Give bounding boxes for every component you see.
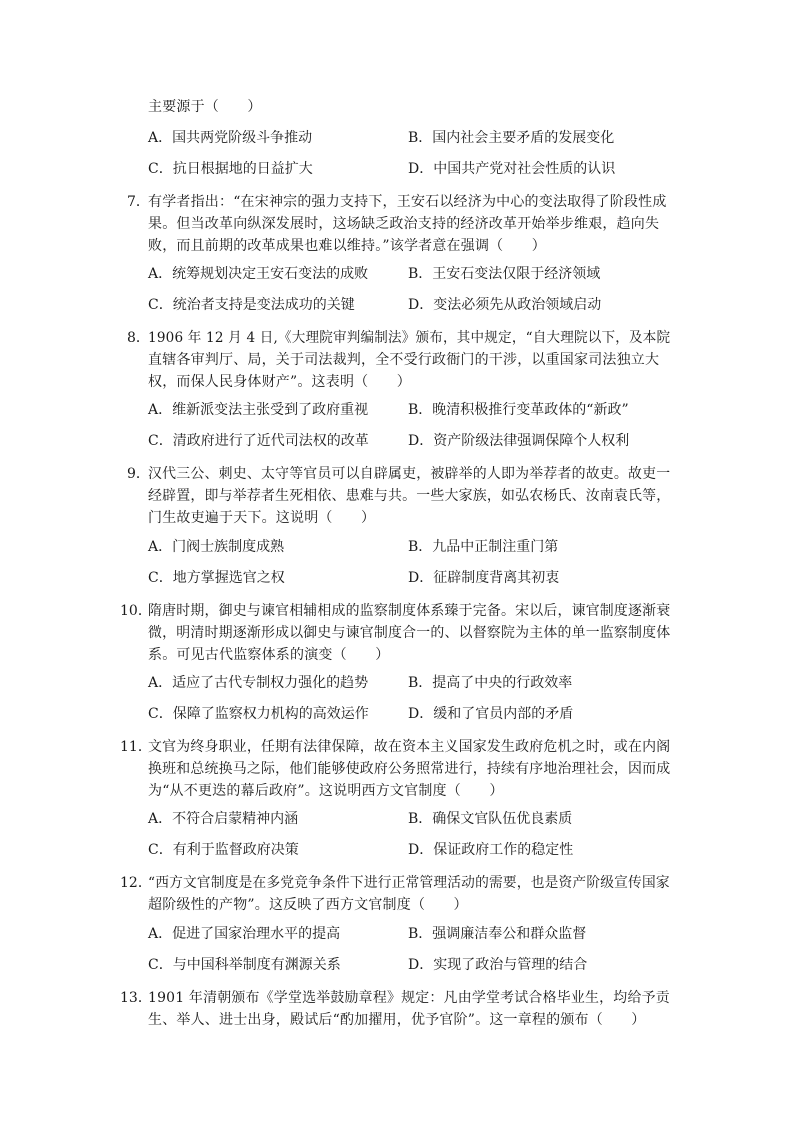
option-text: 统治者支持是变法成功的关键 bbox=[172, 297, 355, 313]
question-stem-line: 微，明清时期逐渐形成以御史与谏官制度合一的、以督察院为主体的单一监察制度体 bbox=[148, 625, 671, 641]
question-stem-line: 败，而且前期的改革成果也难以维持。”该学者意在强调（ ） bbox=[148, 238, 546, 254]
option-text: 国内社会主要矛盾的发展变化 bbox=[432, 130, 615, 146]
question-stem-line: 隋唐时期，御史与谏官相辅相成的监察制度体系臻于完备。宋以后，谏官制度逐渐衰 bbox=[148, 603, 671, 619]
option-d bbox=[408, 568, 559, 588]
option-label: D． bbox=[408, 570, 434, 586]
option-text: 维新派变法主张受到了政府重视 bbox=[172, 402, 369, 418]
option-label: B． bbox=[408, 266, 433, 282]
option-b bbox=[408, 537, 558, 557]
option-text: 保证政府工作的稳定性 bbox=[433, 842, 574, 858]
option-text: 促进了国家治理水平的提高 bbox=[172, 926, 341, 942]
option-text: 统筹规划决定王安石变法的成败 bbox=[172, 266, 369, 282]
question-stem-line: 有学者指出：“在宋神宗的强力支持下，王安石以经济为中心的变法取得了阶段性成 bbox=[148, 194, 667, 210]
question-stem-line: “西方文官制度是在多党竞争条件下进行正常管理活动的需要，也是资产阶级宣传国家 bbox=[148, 875, 670, 891]
option-label: C． bbox=[148, 570, 173, 586]
option-label: D． bbox=[408, 842, 434, 858]
option-text: 缓和了官员内部的矛盾 bbox=[433, 706, 574, 722]
option-b bbox=[408, 673, 572, 693]
option-c bbox=[148, 431, 369, 451]
option-text: 九品中正制注重门第 bbox=[432, 539, 559, 555]
option-text: 中国共产党对社会性质的认识 bbox=[433, 161, 616, 177]
question-number: 7． bbox=[127, 194, 150, 210]
option-a bbox=[148, 924, 340, 944]
option-text: 强调廉洁奉公和群众监督 bbox=[432, 926, 587, 942]
question-number: 9． bbox=[127, 466, 150, 482]
option-text: 晚清积极推行变革政体的“新政” bbox=[432, 402, 629, 418]
option-label: C． bbox=[148, 957, 173, 973]
question-stem-line: 主要源于（ ） bbox=[148, 99, 262, 115]
option-label: C． bbox=[148, 433, 173, 449]
question-number: 8． bbox=[127, 330, 150, 346]
question-number: 13． bbox=[120, 990, 152, 1006]
question-stem-line: 1906 年 12 月 4 日,《大理院审判编制法》颁布，其中规定，“自大理院以下，及本院 bbox=[148, 330, 671, 346]
option-label: D． bbox=[408, 433, 434, 449]
option-label: A． bbox=[148, 402, 173, 418]
option-text: 确保文官队伍优良素质 bbox=[432, 811, 573, 827]
option-d bbox=[408, 955, 587, 975]
question-stem-line: 换班和总统换马之际，他们能够使政府公务照常进行，持续有序地治理社会，因而成 bbox=[148, 761, 671, 777]
option-a bbox=[148, 128, 312, 148]
question-number: 11． bbox=[120, 739, 152, 755]
option-b bbox=[408, 809, 572, 829]
option-c bbox=[148, 568, 285, 588]
option-label: D． bbox=[408, 957, 434, 973]
option-label: B． bbox=[408, 539, 433, 555]
option-label: C． bbox=[148, 161, 173, 177]
option-c bbox=[148, 704, 369, 724]
option-label: A． bbox=[148, 675, 173, 691]
option-text: 实现了政治与管理的结合 bbox=[433, 957, 588, 973]
option-text: 适应了古代专制权力强化的趋势 bbox=[172, 675, 369, 691]
option-text: 抗日根据地的日益扩大 bbox=[172, 161, 313, 177]
question-stem-line: 生、举人、进士出身，殿试后“酌加擢用，优予官阶”。这一章程的颁布（ ） bbox=[148, 1012, 646, 1028]
option-a bbox=[148, 264, 368, 284]
option-a bbox=[148, 537, 284, 557]
option-label: B． bbox=[408, 811, 433, 827]
option-b bbox=[408, 264, 600, 284]
option-a bbox=[148, 673, 368, 693]
option-d bbox=[408, 431, 629, 451]
question-stem-line: 门生故吏遍于天下。这说明（ ） bbox=[148, 510, 376, 526]
option-d bbox=[408, 295, 601, 315]
option-label: A． bbox=[148, 266, 173, 282]
option-label: B． bbox=[408, 130, 433, 146]
option-c bbox=[148, 955, 341, 975]
option-label: B． bbox=[408, 926, 433, 942]
question-stem-line: 经辟置，即与举荐者生死相依、患难与共。一些大家族，如弘农杨氏、汝南袁氏等， bbox=[148, 488, 671, 504]
option-b bbox=[408, 400, 629, 420]
option-c bbox=[148, 295, 355, 315]
option-text: 变法必须先从政治领域启动 bbox=[433, 297, 602, 313]
question-stem-line: 超阶级性的产物”。这反映了西方文官制度（ ） bbox=[148, 897, 468, 913]
question-stem-line: 汉代三公、刺史、太守等官员可以自辟属吏，被辟举的人即为举荐者的故吏。故吏一 bbox=[148, 466, 671, 482]
option-text: 保障了监察权力机构的高效运作 bbox=[172, 706, 369, 722]
question-stem-line: 1901 年清朝颁布《学堂选举鼓励章程》规定：凡由学堂考试合格毕业生，均给予贡 bbox=[148, 990, 670, 1006]
option-label: B． bbox=[408, 675, 433, 691]
option-text: 有利于监督政府决策 bbox=[172, 842, 299, 858]
option-text: 王安石变法仅限于经济领域 bbox=[432, 266, 601, 282]
question-stem-line: 文官为终身职业，任期有法律保障，故在资本主义国家发生政府危机之时，或在内阁 bbox=[148, 739, 671, 755]
option-label: D． bbox=[408, 706, 434, 722]
option-d bbox=[408, 704, 573, 724]
option-label: A． bbox=[148, 926, 173, 942]
option-label: C． bbox=[148, 706, 173, 722]
option-label: A． bbox=[148, 539, 173, 555]
option-label: A． bbox=[148, 130, 173, 146]
option-b bbox=[408, 128, 614, 148]
question-stem-line: 系。可见古代监察体系的演变（ ） bbox=[148, 647, 390, 663]
option-text: 征辟制度背离其初衷 bbox=[433, 570, 560, 586]
option-text: 国共两党阶级斗争推动 bbox=[172, 130, 313, 146]
option-text: 资产阶级法律强调保障个人权利 bbox=[433, 433, 630, 449]
question-stem-line: 果。但当改革向纵深发展时，这场缺乏政治支持的经济改革开始举步维艰，趋向失 bbox=[148, 216, 660, 232]
option-text: 地方掌握选官之权 bbox=[172, 570, 285, 586]
option-label: D． bbox=[408, 297, 434, 313]
question-number: 12． bbox=[120, 875, 152, 891]
option-label: D． bbox=[408, 161, 434, 177]
option-text: 与中国科举制度有渊源关系 bbox=[172, 957, 341, 973]
option-a bbox=[148, 809, 298, 829]
option-text: 不符合启蒙精神内涵 bbox=[172, 811, 299, 827]
question-stem-line: 权，而保人民身体财产”。这表明（ ） bbox=[148, 374, 411, 390]
option-d bbox=[408, 159, 615, 179]
option-d bbox=[408, 840, 573, 860]
option-text: 门阀士族制度成熟 bbox=[172, 539, 285, 555]
question-number: 10． bbox=[120, 603, 152, 619]
option-label: C． bbox=[148, 297, 173, 313]
option-text: 提高了中央的行政效率 bbox=[432, 675, 573, 691]
option-b bbox=[408, 924, 586, 944]
option-c bbox=[148, 159, 313, 179]
option-label: A． bbox=[148, 811, 173, 827]
option-c bbox=[148, 840, 299, 860]
option-label: B． bbox=[408, 402, 433, 418]
option-text: 清政府进行了近代司法权的改革 bbox=[172, 433, 369, 449]
option-label: C． bbox=[148, 842, 173, 858]
question-stem-line: 为“从不更迭的幕后政府”。这说明西方文官制度（ ） bbox=[148, 783, 504, 799]
question-stem-line: 直辖各审判厅、局，关于司法裁判，全不受行政衙门的干涉，以重国家司法独立大 bbox=[148, 352, 660, 368]
option-a bbox=[148, 400, 368, 420]
